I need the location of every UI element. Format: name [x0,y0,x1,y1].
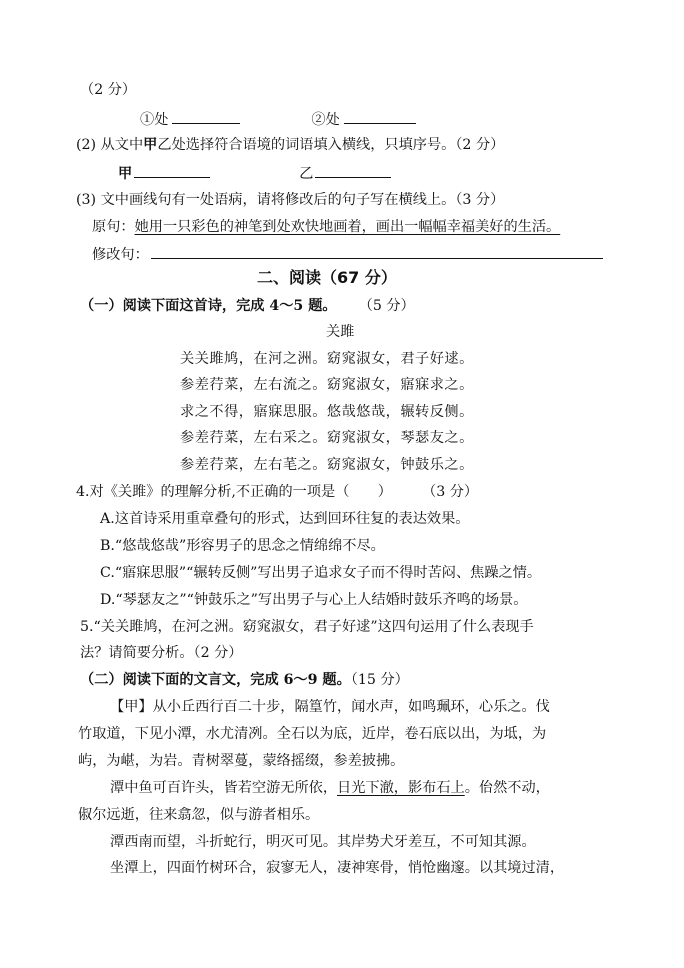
q5-line2: 法？请简要分析。（2 分） [80,645,243,661]
blank-yi-field[interactable] [315,163,391,178]
poem-line: 参差荇菜，左右芼之。窈窕淑女，钟鼓乐之。 [180,457,474,473]
poem-line: 关关雎鸠，在河之洲。窈窕淑女，君子好逑。 [180,351,474,367]
passage-p2-line2: 俶尔远逝，往来翕忽，似与游者相乐。 [78,807,320,823]
part2-2-score: （15 分） [350,672,409,688]
q2-blanks [118,163,391,184]
original-label: 原句： [92,219,135,235]
part2-1-heading-row [80,296,415,316]
blank-yi-label: 乙 [299,166,314,182]
q3-stem: (3) 文中画线句有一处语病，请将修改后的句子写在横线上。（3 分） [76,192,505,208]
part2-title: 二、阅读（67 分） [257,268,397,287]
passage-p2-underlined: 日光下澈，影布石上 [337,780,465,796]
q4-score: （3 分） [422,484,479,500]
passage-p4-line1: 坐潭上，四面竹树环合，寂寥无人，凄神寒骨，悄怆幽邃。以其境过清， [110,860,565,876]
part2-2-heading: （二）阅读下面的文言文，完成 6～9 题。 [80,672,351,688]
poem-line: 参差荇菜，左右采之。窈窕淑女，琴瑟友之。 [180,430,474,446]
passage-p3-line1: 潭西南而望，斗折蛇行，明灭可见。其岸势犬牙差互，不可知其源。 [110,834,536,850]
q2-prefix: (2) 从文中 [76,137,144,153]
poem-line: 求之不得，寤寐思服。悠哉悠哉，辗转反侧。 [180,404,474,420]
poem-title: 关雎 [326,324,355,340]
q2-yi: 乙 [157,137,172,153]
q2-suffix: 处选择符合语境的词语填入横线，只填序号。（2 分） [171,137,505,153]
q3-tail-score: （2 分） [80,82,137,98]
part2-1-score: （5 分） [358,298,415,314]
q5-line1: 5.“关关雎鸠，在河之洲。窈窕淑女，君子好逑”这四句运用了什么表现手 [80,619,534,635]
q4-stem: 4.对《关雎》的理解分析,不正确的一项是（ ） [76,484,392,500]
revised-label: 修改句： [92,247,149,263]
part2-1-heading: （一）阅读下面这首诗，完成 4～5 题。 [80,298,337,314]
q4-stem-row [76,482,478,502]
q3-original [92,217,560,237]
blank-jia-field[interactable] [134,163,210,178]
blank2-label: ②处 [311,112,340,128]
passage-p2-line1 [110,778,550,798]
blank-jia-label: 甲 [118,166,133,182]
blank2-field[interactable] [344,109,416,124]
q4-option-b: B.“悠哉悠哉”形容男子的思念之情绵绵不尽。 [100,538,385,554]
q2-stem [76,135,504,155]
q4-option-c: C.“寤寐思服”“辗转反侧”写出男子追求女子而不得时苦闷、焦躁之情。 [100,565,542,581]
blank-row-1 [140,109,416,130]
original-sentence: 她用一只彩色的神笔到处欢快地画着，画出一幅幅幸福美好的生活。 [134,219,561,235]
q4-option-d: D.“琴瑟友之”“钟鼓乐之”写出男子与心上人结婚时鼓乐齐鸣的场景。 [100,592,528,608]
revised-field[interactable] [151,244,603,259]
blank1-label: ①处 [140,112,169,128]
passage-p1-line1: 【甲】从小丘西行百二十步，隔篁竹，闻水声，如鸣珮环，心乐之。伐 [110,699,550,715]
blank1-field[interactable] [172,109,240,124]
passage-p1-line3: 屿，为嵁，为岩。青树翠蔓，蒙络摇缀，参差披拂。 [78,753,405,769]
poem-line: 参差荇菜，左右流之。窈窕淑女，寤寐求之。 [180,377,474,393]
part2-2-heading-row [80,670,409,690]
passage-p2-text-b: 。佁然不动， [464,780,550,796]
q3-revised [92,244,603,265]
passage-p1-line2: 竹取道，下见小潭，水尤清冽。全石以为底，近岸，卷石底以出，为坻，为 [78,726,547,742]
passage-p2-text-a: 潭中鱼可百许头，皆若空游无所依， [110,780,338,796]
q4-option-a: A.这首诗采用重章叠句的形式，达到回环往复的表达效果。 [100,511,470,527]
q2-jia: 甲 [143,137,158,153]
